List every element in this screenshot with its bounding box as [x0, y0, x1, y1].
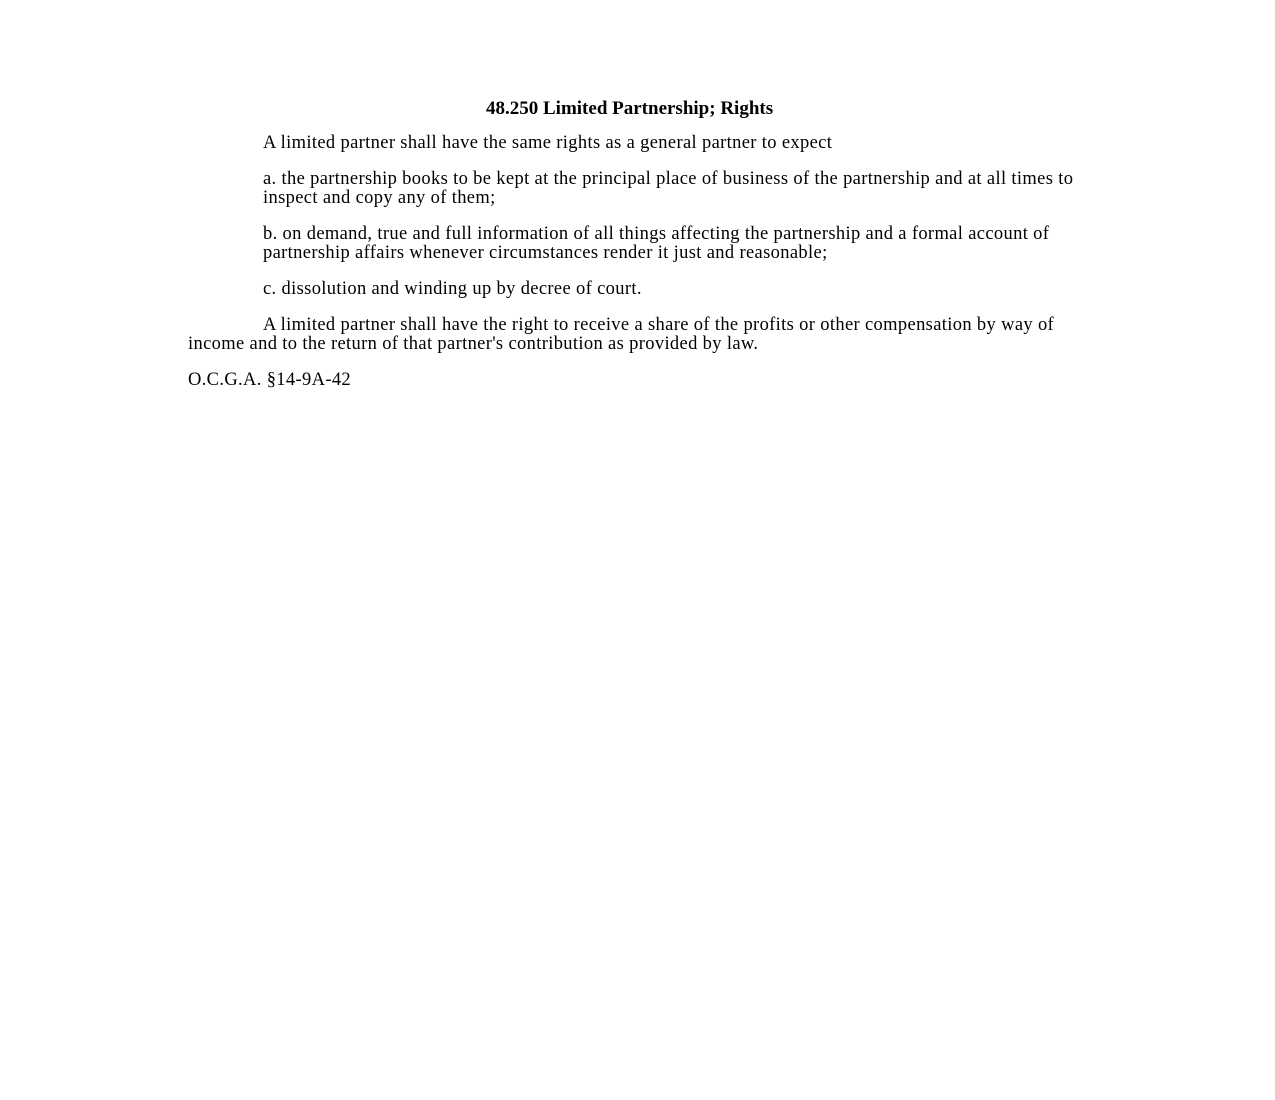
list-item-c: c. dissolution and winding up by decree of court. [263, 279, 642, 299]
closing-paragraph: A limited partner shall have the right to receive a share of the profits or other compensation by way of income and to the return of that partner's contribution as provided by law. [188, 315, 1055, 354]
intro-paragraph: A limited partner shall have the same rights as a general partner to expect [263, 133, 833, 153]
citation: O.C.G.A. §14-9A-42 [188, 370, 352, 390]
document-title [0, 98, 964, 120]
list-item-a: a. the partnership books to be kept at the principal place of business of the partnership and at all times to inspect and copy any of them; [263, 169, 1074, 208]
document-title-text: 48.250 Limited Partnership; Rights [486, 98, 774, 119]
document-page [188, 98, 1088, 407]
list-item-b: b. on demand, true and full information of all things affecting the partnership and a formal account of partnership affairs whenever circumstances render it just and reasonable; [263, 224, 1050, 263]
